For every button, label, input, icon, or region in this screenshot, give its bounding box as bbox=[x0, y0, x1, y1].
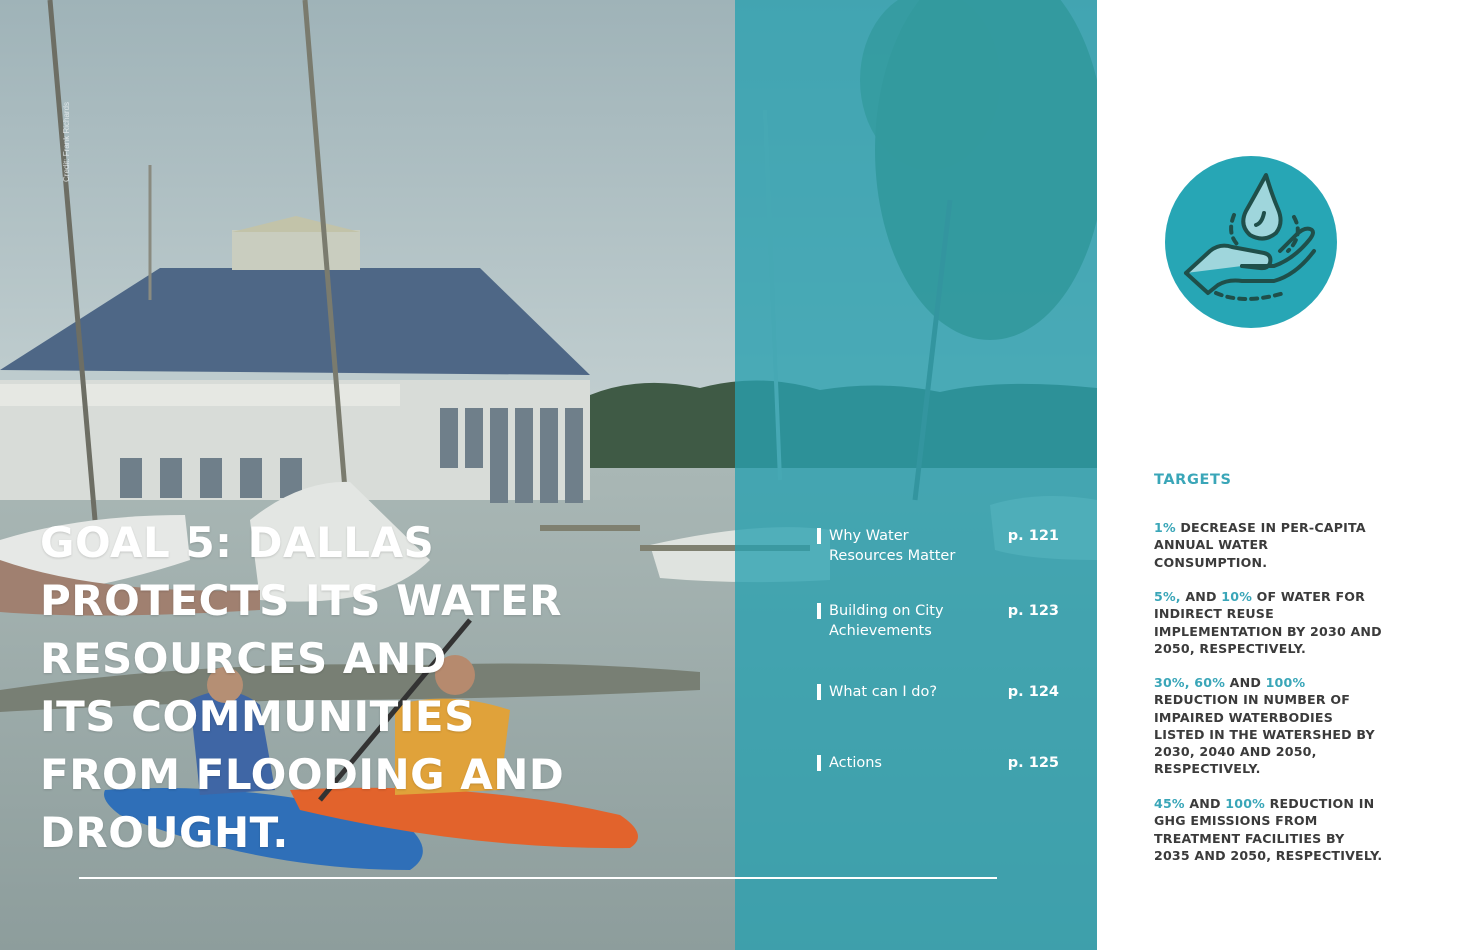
target-highlight: 10% bbox=[1221, 589, 1253, 604]
target-item-3 bbox=[1154, 674, 1384, 778]
photo-credit: Credit: Frank Richards bbox=[62, 101, 71, 182]
toc-item-page: p. 123 bbox=[1007, 603, 1059, 619]
goal-title: GOAL 5: DALLAS PROTECTS ITS WATER RESOURCES AND ITS COMMUNITIES FROM FLOODING AND DROUGHT. bbox=[40, 518, 565, 857]
toc-marker bbox=[817, 528, 821, 544]
toc-marker bbox=[817, 684, 821, 700]
toc-item-page: p. 125 bbox=[1007, 755, 1059, 771]
teal-overlay-panel bbox=[735, 0, 1097, 950]
target-highlight: 45% bbox=[1154, 796, 1185, 811]
target-highlight: 100% bbox=[1225, 796, 1265, 811]
target-highlight: 30%, 60% bbox=[1154, 675, 1226, 690]
target-item-4 bbox=[1154, 795, 1384, 864]
targets-heading: TARGETS bbox=[1154, 472, 1232, 488]
toc-item-label: Why Water Resources Matter bbox=[829, 528, 956, 564]
toc-marker bbox=[817, 603, 821, 619]
target-text: AND bbox=[1184, 796, 1226, 811]
target-item-2 bbox=[1154, 588, 1384, 657]
target-text: REDUCTION IN NUMBER OF IMPAIRED WATERBODIES LISTED IN THE WATERSHED BY 2030, 2040 AND 2050, RESPECTIVELY. bbox=[1154, 692, 1375, 777]
toc-item-page: p. 124 bbox=[1007, 684, 1059, 700]
target-item-1 bbox=[1154, 519, 1384, 571]
target-text: AND bbox=[1180, 589, 1222, 604]
target-text: OF WATER FOR INDIRECT REUSE IMPLEMENTATION BY 2030 AND 2050, RESPECTIVELY. bbox=[1154, 589, 1382, 656]
toc-item-label: Building on City Achievements bbox=[829, 603, 944, 639]
target-text: REDUCTION IN GHG EMISSIONS FROM TREATMENT FACILITIES BY 2035 AND 2050, RESPECTIVELY. bbox=[1154, 796, 1383, 863]
target-highlight: 100% bbox=[1265, 675, 1306, 690]
toc-marker bbox=[817, 755, 821, 771]
toc-item-page: p. 121 bbox=[1007, 528, 1059, 544]
toc-item-label: Actions bbox=[829, 755, 882, 771]
target-highlight: 1% bbox=[1154, 520, 1176, 535]
title-divider bbox=[79, 877, 997, 879]
target-highlight: 5%, bbox=[1154, 589, 1181, 604]
target-text: DECREASE IN PER-CAPITA ANNUAL WATER CONSUMPTION. bbox=[1154, 520, 1366, 570]
target-text: AND bbox=[1225, 675, 1266, 690]
toc-item-label: What can I do? bbox=[829, 684, 938, 700]
water-drop-hand-icon bbox=[1164, 155, 1338, 329]
